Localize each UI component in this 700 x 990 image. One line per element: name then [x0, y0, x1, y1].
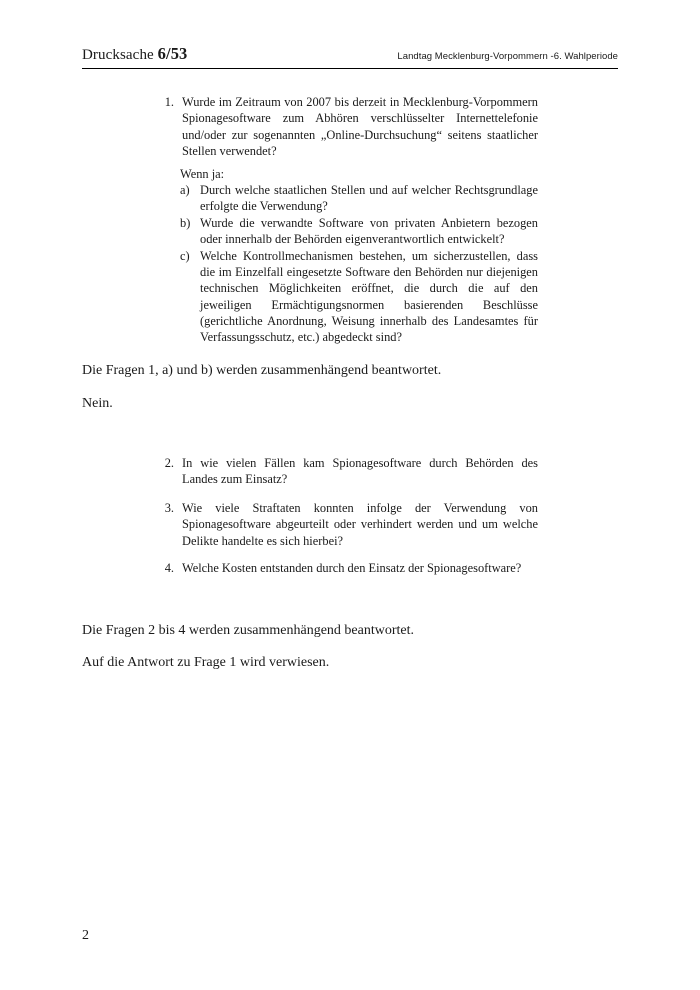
question-text-4: Welche Kosten entstanden durch den Einsatz der Spionagesoftware? [182, 561, 522, 575]
header-drucksache [82, 44, 187, 64]
question-number-1: 1. [164, 95, 174, 109]
answer-1-text: Nein. [82, 396, 113, 411]
sub-question-b-text: Wurde die verwandte Software von privaten Anbietern bezogen oder innerhalb der Behörden eigenverantwortlich entwickelt? [200, 215, 538, 247]
question-number-2: 2. [164, 456, 174, 470]
sub-question-c-label: c) [180, 248, 190, 263]
sub-question-a-text: Durch welche staatlichen Stellen und auf welcher Rechtsgrundlage erfolgte die Verwendung? [200, 183, 538, 214]
sub-question-c-text: Welche Kontrollmechanismen bestehen, um sicherzustellen, dass die im Einzelfall eingesetzte Software den Behörden nur diejenigen technischen Möglichkeiten eröffnet, die durch die auf den jeweiligen Ermächtigungsnormen basierenden Beschlüsse (gerichtliche Anordnung, Weisung innerhalb des Landesamtes für Verfassungsschutz, etc.) abgedeckt sind? [200, 248, 538, 345]
question-number-3: 3. [164, 501, 174, 515]
question-item-2 [160, 455, 538, 488]
answer-2-intro: Die Fragen 2 bis 4 werden zusammenhängend beantwortet. [82, 623, 415, 638]
question-text-1: Wurde im Zeitraum von 2007 bis derzeit in Mecklenburg-Vorpommern Spionagesoftware zum Abhören verschlüsselter Internettelefonie und/oder zur sogenannten „Online-Durchsuchung“ seitens staatlicher Stellen verwendet? [182, 95, 538, 159]
sub-question-b-label: b) [180, 215, 191, 230]
question-item-3 [160, 500, 538, 549]
question-text-2: In wie vielen Fällen kam Spionagesoftware durch Behörden des Landes zum Einsatz? [182, 456, 538, 487]
header-landtag-text: Landtag Mecklenburg-Vorpommern -6. Wahlperiode [397, 51, 618, 62]
question-number-4: 4. [164, 561, 174, 575]
sub-question-c [180, 248, 538, 346]
wenn-ja-label: Wenn ja: [180, 167, 225, 181]
header-divider [82, 68, 618, 69]
question-item-1 [160, 94, 538, 160]
header-drucksache-label: Drucksache [82, 47, 158, 63]
sub-question-list [180, 182, 538, 346]
page-number: 2 [82, 928, 89, 943]
answer-2-text: Auf die Antwort zu Frage 1 wird verwiesen. [82, 655, 330, 670]
page-header [82, 44, 618, 64]
answer-1-intro: Die Fragen 1, a) und b) werden zusammenhängend beantwortet. [82, 363, 442, 378]
question-item-4 [160, 560, 538, 576]
sub-question-a [180, 182, 538, 215]
question-text-3: Wie viele Straftaten konnten infolge der Verwendung von Spionagesoftware abgeurteilt oder verhindert werden und um welche Delikte handelte es sich hierbei? [182, 501, 538, 548]
header-drucksache-number: 6/53 [157, 44, 188, 63]
sub-question-b [180, 215, 538, 248]
sub-question-a-label: a) [180, 183, 190, 197]
